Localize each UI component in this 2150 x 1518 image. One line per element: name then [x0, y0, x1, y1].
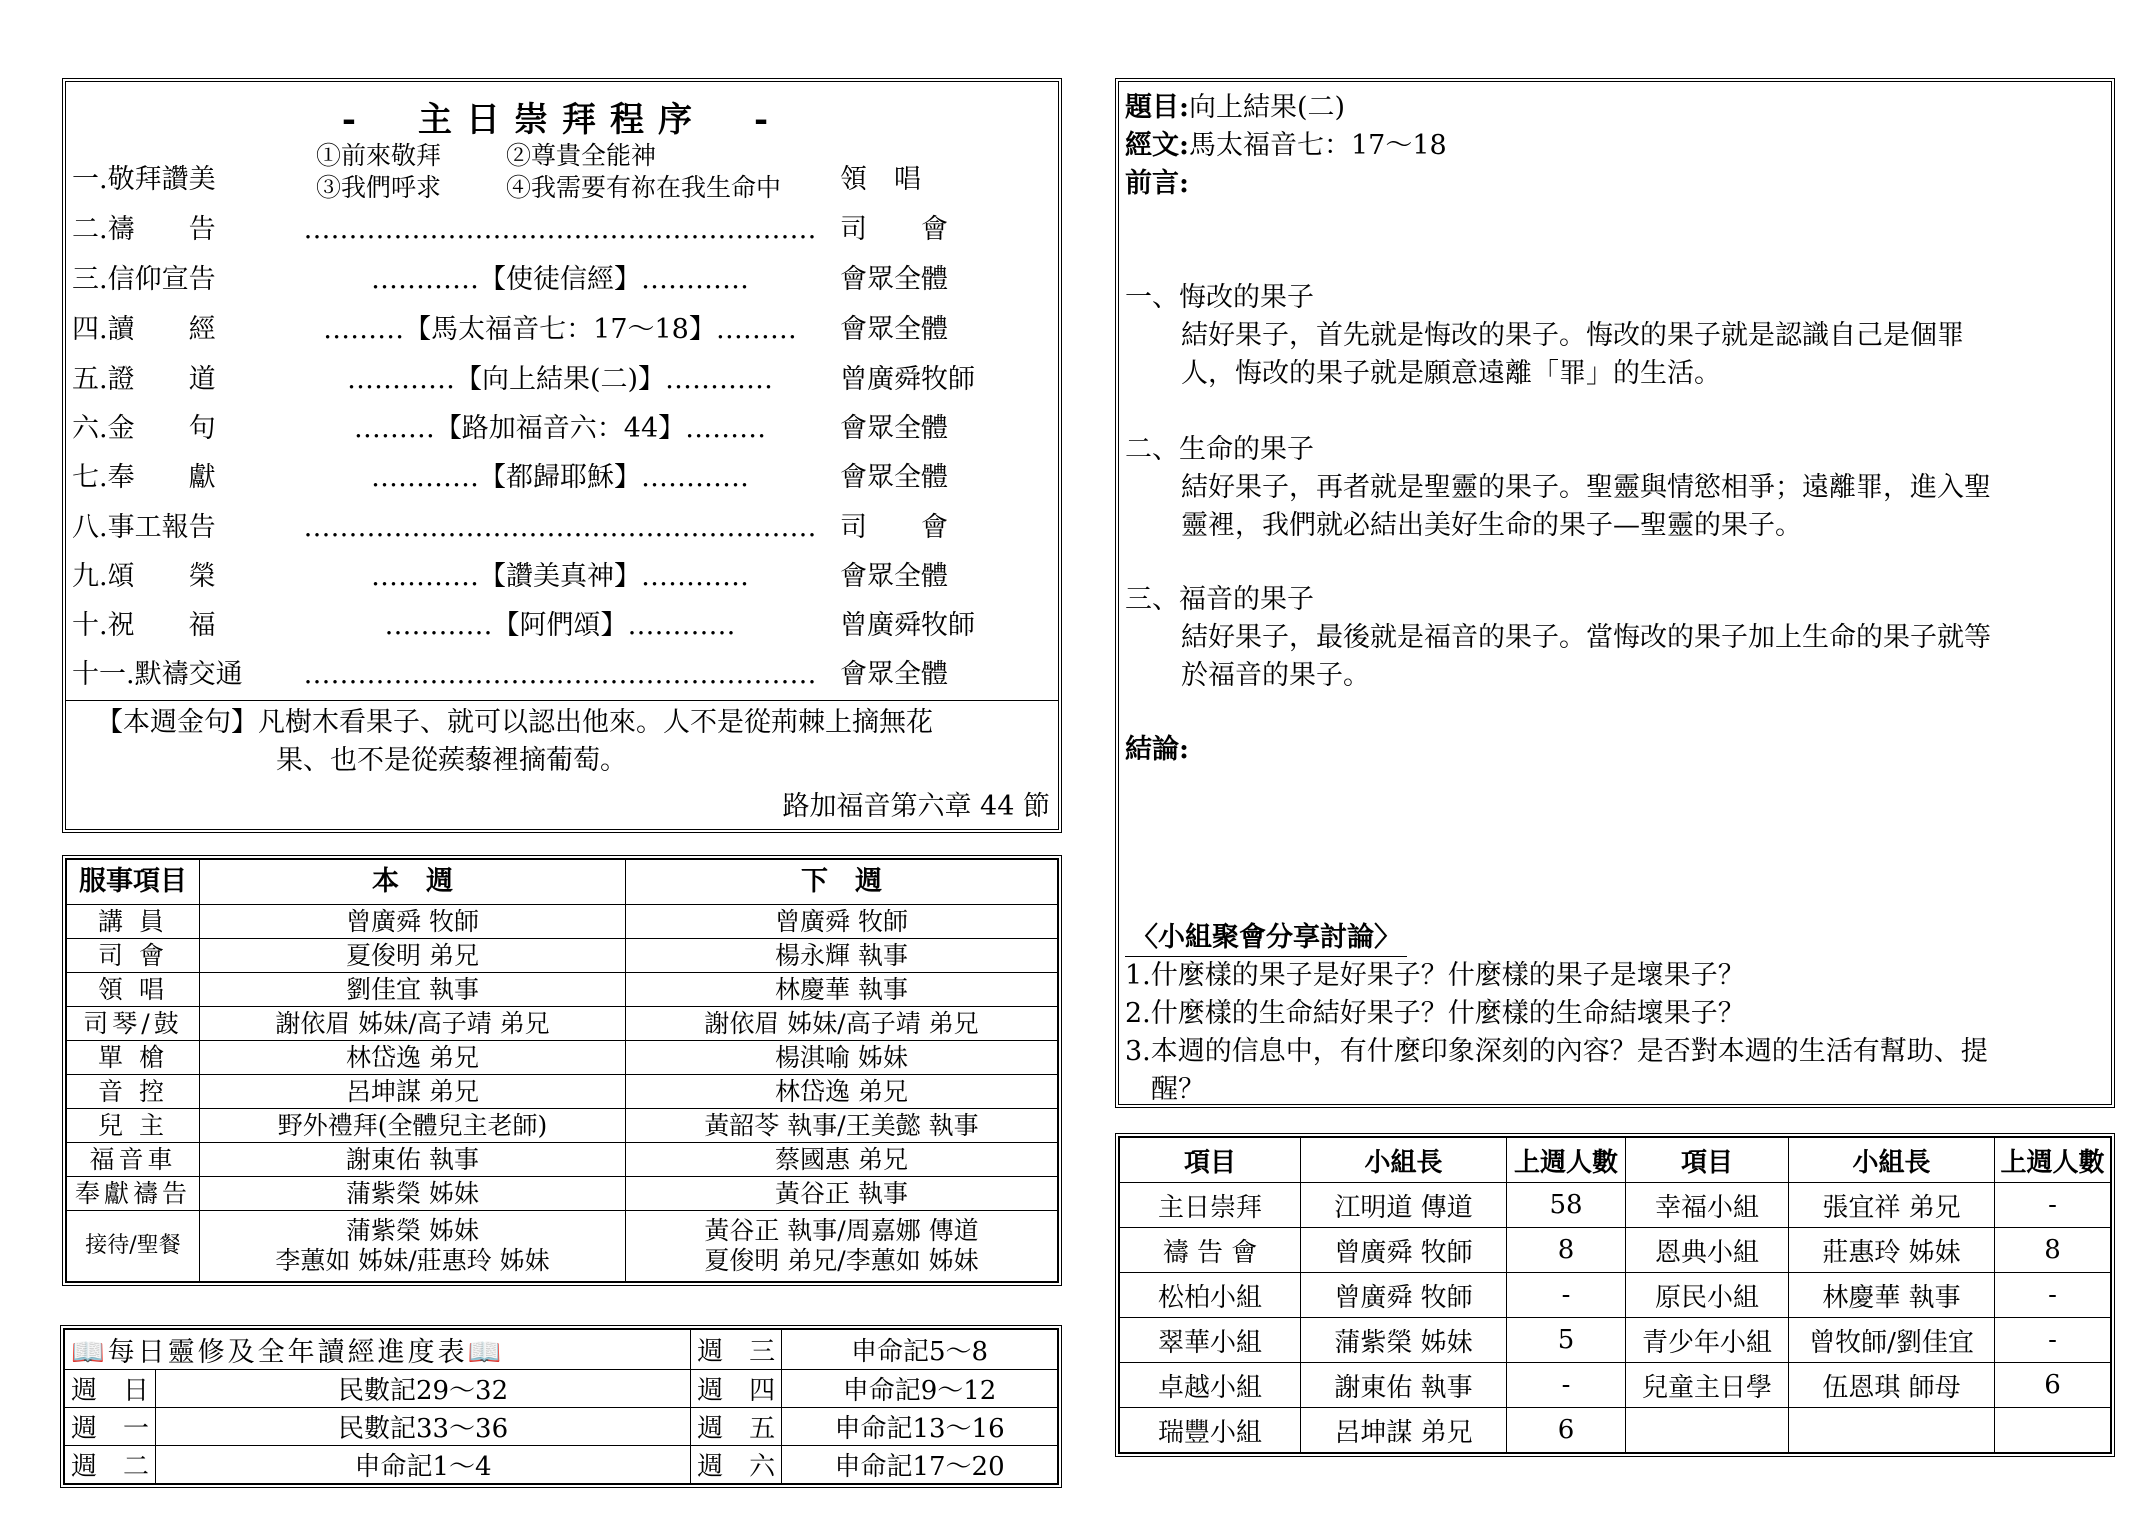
- service-item: [72, 260, 1052, 300]
- point-1-line2: 人，悔改的果子就是願意遠離「罪」的生活。: [1181, 358, 1721, 389]
- weekly-verse-line1: 【本週金句】凡樹木看果子、就可以認出他來。人不是從荊棘上摘無花: [96, 707, 933, 738]
- service-item-leader: 會眾全體: [840, 413, 948, 444]
- duty-this-week: 謝依眉 姊妹/高子靖 弟兄: [200, 1007, 626, 1041]
- duty-this-week: 野外禮拜(全體兒主老師): [200, 1109, 626, 1143]
- service-item: [72, 360, 1052, 400]
- group-attendance: [1995, 1408, 2111, 1453]
- duty-item: 司琴/鼓: [67, 1007, 200, 1041]
- divider: [66, 700, 1058, 701]
- duty-next-week: 黃谷正 執事/周嘉娜 傳道 夏俊明 弟兄/李蕙如 姊妹: [626, 1211, 1058, 1282]
- point-1-line1: 結好果子，首先就是悔改的果子。悔改的果子就是認識自己是個罪: [1181, 320, 1964, 351]
- duty-item: 兒 主: [67, 1109, 200, 1143]
- group-leader: 江明道 傳道: [1301, 1183, 1507, 1228]
- service-item-label: 八.事工報告: [72, 512, 216, 543]
- service-item-detail: …………………………………………………: [303, 214, 817, 245]
- service-item-detail: …………【阿們頌】…………: [384, 610, 736, 641]
- duty-row: [67, 939, 1058, 973]
- duty-row: [67, 1075, 1058, 1109]
- group-attendance: 8: [1995, 1228, 2111, 1273]
- service-item-detail: …………【讚美真神】…………: [371, 561, 749, 592]
- groups-header-item: 項目: [1626, 1138, 1789, 1183]
- duty-item: 講 員: [67, 905, 200, 939]
- group-name: 原民小組: [1626, 1273, 1789, 1318]
- service-item-label: 一.敬拜讚美: [72, 164, 216, 195]
- plan-reading: 申命記9～12: [782, 1370, 1058, 1408]
- service-item-label: 七.奉 獻: [72, 462, 216, 493]
- duty-row: [67, 973, 1058, 1007]
- plan-day: 週 二: [65, 1446, 156, 1484]
- group-name: 幸福小組: [1626, 1183, 1789, 1228]
- sermon-scripture: 經文:馬太福音七：17～18: [1125, 130, 1447, 161]
- duty-next-week: 黃谷正 執事: [626, 1177, 1058, 1211]
- group-leader: 曾廣舜 牧師: [1301, 1273, 1507, 1318]
- duty-next-week: 蔡國惠 弟兄: [626, 1143, 1058, 1177]
- group-row: [1120, 1273, 2111, 1318]
- plan-reading: 申命記1～4: [156, 1446, 691, 1484]
- hymn-3: ③我們呼求: [316, 173, 442, 202]
- point-3-line2: 於福音的果子。: [1181, 660, 1370, 691]
- service-item-leader: 曾廣舜牧師: [840, 364, 975, 395]
- plan-reading: 民數記29～32: [156, 1370, 691, 1408]
- service-item-label: 二.禱 告: [72, 214, 216, 245]
- group-attendance: -: [1507, 1363, 1626, 1408]
- service-item-leader: 司 會: [840, 512, 948, 543]
- group-name: 松柏小組: [1120, 1273, 1301, 1318]
- duty-item: 領 唱: [67, 973, 200, 1007]
- group-attendance: 6: [1995, 1363, 2111, 1408]
- duty-item: 奉獻禱告: [67, 1177, 200, 1211]
- duty-this-week: 蒲紫榮 姊妹: [200, 1177, 626, 1211]
- group-attendance: -: [1995, 1273, 2111, 1318]
- reading-plan-table: [64, 1329, 1058, 1484]
- service-item-leader: 會眾全體: [840, 314, 948, 345]
- service-item: [72, 160, 1052, 200]
- service-item-detail: …………【使徒信經】…………: [371, 264, 749, 295]
- service-item-label: 四.讀 經: [72, 314, 216, 345]
- point-3-line1: 結好果子，最後就是福音的果子。當悔改的果子加上生命的果子就等: [1181, 622, 1991, 653]
- duty-next-week: 曾廣舜 牧師: [626, 905, 1058, 939]
- service-item-leader: 會眾全體: [840, 659, 948, 690]
- small-groups-panel: [1115, 1133, 2115, 1457]
- discussion-title: 〈小組聚會分享討論〉: [1125, 920, 1407, 957]
- service-item: [72, 310, 1052, 350]
- duty-this-week: 夏俊明 弟兄: [200, 939, 626, 973]
- plan-day: 週 六: [691, 1446, 782, 1484]
- service-item-detail: …………【都歸耶穌】…………: [371, 462, 749, 493]
- group-attendance: -: [1995, 1183, 2111, 1228]
- service-item-detail: ………【馬太福音七：17～18】………: [323, 314, 797, 345]
- service-item: [72, 210, 1052, 250]
- reading-plan: [60, 1325, 1062, 1488]
- sermon-conclusion-label: 結論:: [1125, 734, 1189, 765]
- duty-this-week: 謝東佑 執事: [200, 1143, 626, 1177]
- duty-item: 司 會: [67, 939, 200, 973]
- hymn-2: ②尊貴全能神: [506, 141, 657, 170]
- hymn-4: ④我需要有祢在我生命中: [506, 173, 782, 202]
- group-leader: 謝東佑 執事: [1301, 1363, 1507, 1408]
- duty-item: 福音車: [67, 1143, 200, 1177]
- service-item-label: 六.金 句: [72, 413, 216, 444]
- plan-day: 週 四: [691, 1370, 782, 1408]
- duty-row: [67, 1007, 1058, 1041]
- group-row: [1120, 1318, 2111, 1363]
- duty-row: [67, 905, 1058, 939]
- group-attendance: 58: [1507, 1183, 1626, 1228]
- group-leader: [1789, 1408, 1995, 1453]
- group-row: [1120, 1183, 2111, 1228]
- duty-row: [67, 1143, 1058, 1177]
- reading-plan-title: 📖每日靈修及全年讀經進度表📖: [65, 1330, 691, 1370]
- weekly-verse-reference: 路加福音第六章 44 節: [782, 791, 1050, 822]
- duty-item: 單 槍: [67, 1041, 200, 1075]
- service-item: [72, 409, 1052, 449]
- groups-header-attendance: 上週人數: [1995, 1138, 2111, 1183]
- duty-this-week: 曾廣舜 牧師: [200, 905, 626, 939]
- service-item-label: 十.祝 福: [72, 610, 216, 641]
- group-leader: 曾牧師/劉佳宜: [1789, 1318, 1995, 1363]
- groups-header-item: 項目: [1120, 1138, 1301, 1183]
- plan-day: 週 日: [65, 1370, 156, 1408]
- service-item: [72, 606, 1052, 646]
- group-name: 恩典小組: [1626, 1228, 1789, 1273]
- duty-header-this-week: 本 週: [200, 860, 626, 905]
- group-attendance: 6: [1507, 1408, 1626, 1453]
- service-item-detail: …………………………………………………: [303, 659, 817, 690]
- group-name: 兒童主日學: [1626, 1363, 1789, 1408]
- group-leader: 張宜祥 弟兄: [1789, 1183, 1995, 1228]
- duty-this-week: 劉佳宜 執事: [200, 973, 626, 1007]
- duty-row: [67, 1177, 1058, 1211]
- plan-day: 週 三: [691, 1330, 782, 1370]
- plan-reading: 申命記5～8: [782, 1330, 1058, 1370]
- service-item-label: 五.證 道: [72, 364, 216, 395]
- groups-header-leader: 小組長: [1789, 1138, 1995, 1183]
- order-title: - 主日崇拜程序 -: [341, 100, 783, 140]
- duty-item: 音 控: [67, 1075, 200, 1109]
- service-item-label: 三.信仰宣告: [72, 264, 216, 295]
- service-item-detail: ………【路加福音六：44】………: [353, 413, 767, 444]
- duty-table: [66, 859, 1058, 1282]
- group-row: [1120, 1228, 2111, 1273]
- group-name: 翠華小組: [1120, 1318, 1301, 1363]
- group-leader: 林慶華 執事: [1789, 1273, 1995, 1318]
- plan-day: 週 一: [65, 1408, 156, 1446]
- sermon-topic: 題目:向上結果(二): [1125, 92, 1346, 123]
- group-name: [1626, 1408, 1789, 1453]
- order-of-service-panel: [62, 78, 1062, 833]
- duty-next-week: 林慶華 執事: [626, 973, 1058, 1007]
- point-3-heading: 三、福音的果子: [1125, 584, 1314, 615]
- discussion-question-3-line2: 醒？: [1151, 1074, 1205, 1105]
- service-item: [72, 557, 1052, 597]
- service-item-detail: …………【向上結果(二)】…………: [346, 364, 774, 395]
- group-name: 瑞豐小組: [1120, 1408, 1301, 1453]
- duty-item: 接待/聖餐: [67, 1211, 200, 1282]
- point-2-line1: 結好果子，再者就是聖靈的果子。聖靈與情慾相爭；遠離罪，進入聖: [1181, 472, 1991, 503]
- duty-roster: [62, 855, 1062, 1286]
- discussion-question-3-line1: 3.本週的信息中，有什麼印象深刻的內容？是否對本週的生活有幫助、提: [1125, 1036, 1988, 1067]
- duty-this-week: 林岱逸 弟兄: [200, 1041, 626, 1075]
- groups-header-leader: 小組長: [1301, 1138, 1507, 1183]
- duty-next-week: 楊永輝 執事: [626, 939, 1058, 973]
- sermon-intro-label: 前言:: [1125, 168, 1189, 199]
- hymn-1: ①前來敬拜: [316, 141, 442, 170]
- point-2-line2: 靈裡，我們就必結出美好生命的果子—聖靈的果子。: [1181, 510, 1802, 541]
- group-attendance: 5: [1507, 1318, 1626, 1363]
- plan-reading: 申命記17～20: [782, 1446, 1058, 1484]
- service-item-leader: 領 唱: [840, 164, 921, 195]
- service-item-detail: …………………………………………………: [303, 512, 817, 543]
- service-item-leader: 會眾全體: [840, 561, 948, 592]
- group-leader: 蒲紫榮 姊妹: [1301, 1318, 1507, 1363]
- plan-day: 週 五: [691, 1408, 782, 1446]
- plan-reading: 民數記33～36: [156, 1408, 691, 1446]
- duty-row: [67, 1109, 1058, 1143]
- service-item-leader: 曾廣舜牧師: [840, 610, 975, 641]
- duty-header-next-week: 下 週: [626, 860, 1058, 905]
- group-leader: 伍恩琪 師母: [1789, 1363, 1995, 1408]
- group-leader: 曾廣舜 牧師: [1301, 1228, 1507, 1273]
- service-item: [72, 508, 1052, 548]
- duty-this-week: 蒲紫榮 姊妹 李蕙如 姊妹/莊惠玲 姊妹: [200, 1211, 626, 1282]
- duty-this-week: 呂坤謀 弟兄: [200, 1075, 626, 1109]
- duty-next-week: 林岱逸 弟兄: [626, 1075, 1058, 1109]
- duty-next-week: 黃韶苓 執事/王美懿 執事: [626, 1109, 1058, 1143]
- group-leader: 呂坤謀 弟兄: [1301, 1408, 1507, 1453]
- service-item: [72, 458, 1052, 498]
- group-attendance: 8: [1507, 1228, 1626, 1273]
- duty-row: [67, 1041, 1058, 1075]
- duty-next-week: 楊淇喻 姊妹: [626, 1041, 1058, 1075]
- sermon-notes-panel: [1115, 78, 2115, 1108]
- point-1-heading: 一、悔改的果子: [1125, 282, 1314, 313]
- service-item: [72, 655, 1052, 695]
- group-name: 卓越小組: [1120, 1363, 1301, 1408]
- small-groups-table: [1119, 1137, 2111, 1453]
- service-item-leader: 司 會: [840, 214, 948, 245]
- service-item-label: 九.頌 榮: [72, 561, 216, 592]
- group-attendance: -: [1507, 1273, 1626, 1318]
- groups-header-attendance: 上週人數: [1507, 1138, 1626, 1183]
- group-row: [1120, 1363, 2111, 1408]
- plan-reading: 申命記13～16: [782, 1408, 1058, 1446]
- service-item-leader: 會眾全體: [840, 264, 948, 295]
- duty-header-item: 服事項目: [67, 860, 200, 905]
- group-name: 禱 告 會: [1120, 1228, 1301, 1273]
- group-attendance: -: [1995, 1318, 2111, 1363]
- group-leader: 莊惠玲 姊妹: [1789, 1228, 1995, 1273]
- group-row: [1120, 1408, 2111, 1453]
- discussion-question-2: 2.什麼樣的生命結好果子？什麼樣的生命結壞果子？: [1125, 998, 1745, 1029]
- service-item-leader: 會眾全體: [840, 462, 948, 493]
- discussion-question-1: 1.什麼樣的果子是好果子？什麼樣的果子是壞果子？: [1125, 960, 1745, 991]
- duty-next-week: 謝依眉 姊妹/高子靖 弟兄: [626, 1007, 1058, 1041]
- group-name: 主日崇拜: [1120, 1183, 1301, 1228]
- group-name: 青少年小組: [1626, 1318, 1789, 1363]
- weekly-verse-line2: 果、也不是從蒺藜裡摘葡萄。: [276, 745, 627, 776]
- duty-row: [67, 1211, 1058, 1282]
- point-2-heading: 二、生命的果子: [1125, 434, 1314, 465]
- service-item-label: 十一.默禱交通: [72, 659, 243, 690]
